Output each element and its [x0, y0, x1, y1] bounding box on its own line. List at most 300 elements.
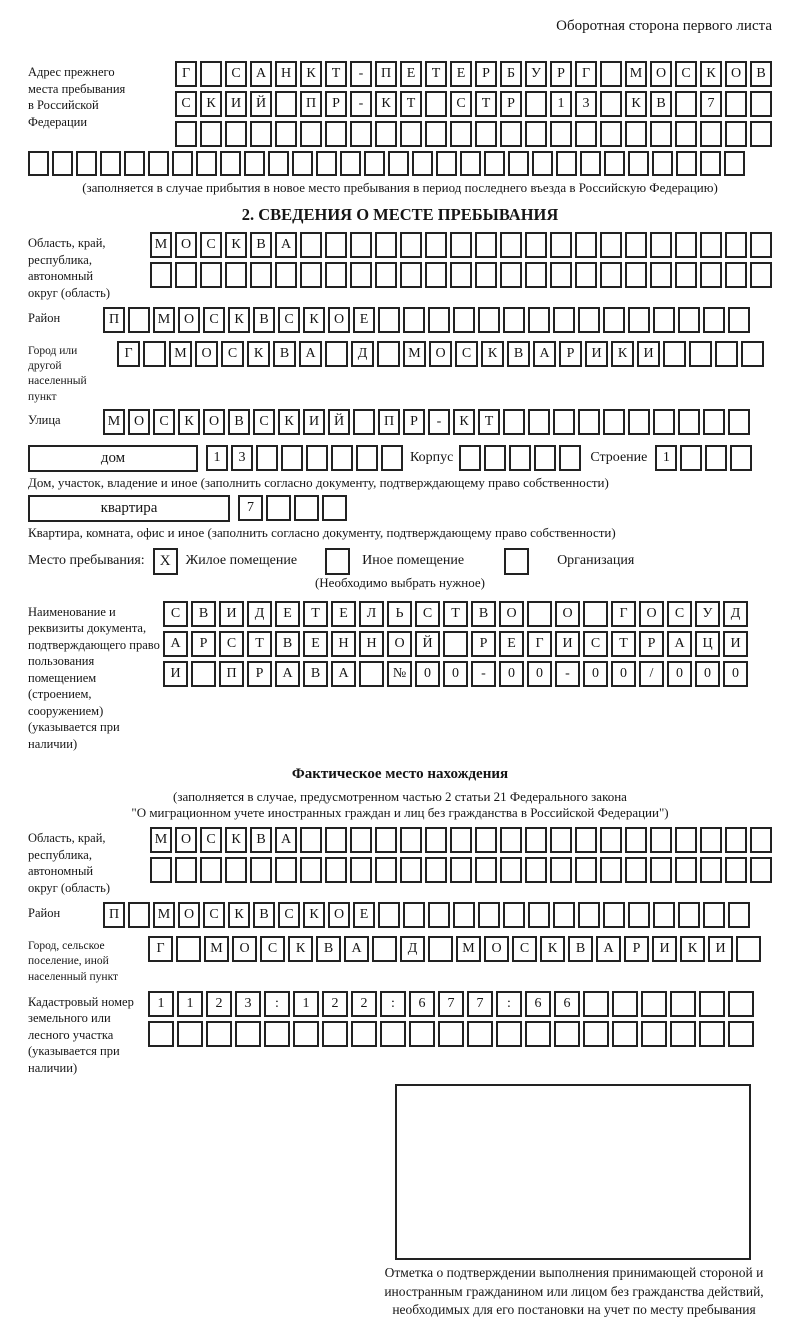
char-cell[interactable]: В [191, 601, 216, 627]
char-cell[interactable] [475, 827, 497, 853]
char-cell[interactable] [403, 902, 425, 928]
char-cell[interactable]: Р [550, 61, 572, 87]
char-cell[interactable]: И [219, 601, 244, 627]
char-cell[interactable] [377, 341, 400, 367]
char-cell[interactable] [128, 307, 150, 333]
char-cell[interactable]: С [163, 601, 188, 627]
char-cell[interactable] [322, 1021, 348, 1047]
char-cell[interactable] [400, 262, 422, 288]
char-cell[interactable]: 0 [499, 661, 524, 687]
char-cell[interactable] [553, 307, 575, 333]
char-cell[interactable] [578, 409, 600, 435]
char-cell[interactable] [550, 121, 572, 147]
char-cell[interactable] [475, 232, 497, 258]
char-cell[interactable]: П [219, 661, 244, 687]
char-cell[interactable]: В [650, 91, 672, 117]
char-cell[interactable] [700, 827, 722, 853]
char-cell[interactable] [553, 902, 575, 928]
char-cell[interactable] [428, 902, 450, 928]
char-cell[interactable]: П [103, 307, 125, 333]
char-cell[interactable] [52, 151, 73, 176]
char-cell[interactable] [575, 232, 597, 258]
char-cell[interactable]: 1 [206, 445, 228, 471]
char-cell[interactable] [612, 1021, 638, 1047]
char-cell[interactable]: Е [400, 61, 422, 87]
char-cell[interactable]: О [175, 827, 197, 853]
char-cell[interactable] [500, 857, 522, 883]
char-cell[interactable] [553, 409, 575, 435]
char-cell[interactable] [676, 151, 697, 176]
char-cell[interactable]: Г [117, 341, 140, 367]
char-cell[interactable] [275, 262, 297, 288]
char-cell[interactable]: К [225, 827, 247, 853]
char-cell[interactable] [670, 991, 696, 1017]
char-cell[interactable] [728, 307, 750, 333]
char-cell[interactable]: Т [443, 601, 468, 627]
char-cell[interactable]: Р [639, 631, 664, 657]
char-cell[interactable] [652, 151, 673, 176]
char-cell[interactable]: О [725, 61, 747, 87]
char-cell[interactable] [525, 121, 547, 147]
char-cell[interactable]: С [675, 61, 697, 87]
char-cell[interactable] [484, 151, 505, 176]
char-cell[interactable] [143, 341, 166, 367]
char-cell[interactable] [675, 232, 697, 258]
char-cell[interactable] [124, 151, 145, 176]
char-cell[interactable]: С [260, 936, 285, 962]
char-cell[interactable] [200, 857, 222, 883]
char-cell[interactable] [699, 991, 725, 1017]
char-cell[interactable] [700, 232, 722, 258]
char-cell[interactable]: О [328, 902, 350, 928]
char-cell[interactable] [650, 121, 672, 147]
char-cell[interactable] [575, 857, 597, 883]
char-cell[interactable] [148, 1021, 174, 1047]
char-cell[interactable] [425, 262, 447, 288]
char-cell[interactable] [256, 445, 278, 471]
char-cell[interactable] [325, 827, 347, 853]
char-cell[interactable] [443, 631, 468, 657]
char-cell[interactable] [650, 857, 672, 883]
char-cell[interactable] [675, 91, 697, 117]
char-cell[interactable] [292, 151, 313, 176]
char-cell[interactable] [375, 232, 397, 258]
char-cell[interactable] [578, 902, 600, 928]
char-cell[interactable]: Е [353, 902, 375, 928]
char-cell[interactable]: Г [527, 631, 552, 657]
char-cell[interactable]: П [300, 91, 322, 117]
char-cell[interactable] [351, 1021, 377, 1047]
char-cell[interactable]: И [652, 936, 677, 962]
char-cell[interactable]: В [250, 827, 272, 853]
char-cell[interactable]: И [708, 936, 733, 962]
char-cell[interactable] [612, 991, 638, 1017]
char-cell[interactable] [725, 91, 747, 117]
checkbox-zhiloe[interactable]: X [153, 548, 178, 575]
char-cell[interactable] [650, 262, 672, 288]
char-cell[interactable]: Р [500, 91, 522, 117]
char-cell[interactable]: Р [403, 409, 425, 435]
char-cell[interactable] [600, 121, 622, 147]
char-cell[interactable] [412, 151, 433, 176]
char-cell[interactable] [700, 151, 721, 176]
char-cell[interactable]: К [303, 902, 325, 928]
char-cell[interactable] [675, 857, 697, 883]
char-cell[interactable]: И [225, 91, 247, 117]
char-cell[interactable]: В [471, 601, 496, 627]
char-cell[interactable]: В [253, 902, 275, 928]
char-cell[interactable] [200, 61, 222, 87]
char-cell[interactable] [225, 857, 247, 883]
char-cell[interactable] [325, 121, 347, 147]
char-cell[interactable] [556, 151, 577, 176]
char-cell[interactable] [603, 409, 625, 435]
char-cell[interactable] [275, 91, 297, 117]
char-cell[interactable]: О [387, 631, 412, 657]
char-cell[interactable]: О [195, 341, 218, 367]
char-cell[interactable] [550, 262, 572, 288]
char-cell[interactable] [550, 857, 572, 883]
char-cell[interactable] [364, 151, 385, 176]
char-cell[interactable]: П [375, 61, 397, 87]
char-cell[interactable] [680, 445, 702, 471]
char-cell[interactable] [425, 827, 447, 853]
char-cell[interactable]: А [275, 827, 297, 853]
char-cell[interactable]: С [200, 232, 222, 258]
char-cell[interactable]: М [456, 936, 481, 962]
char-cell[interactable] [528, 409, 550, 435]
char-cell[interactable]: 0 [443, 661, 468, 687]
char-cell[interactable]: Е [450, 61, 472, 87]
char-cell[interactable]: К [453, 409, 475, 435]
char-cell[interactable] [300, 857, 322, 883]
char-cell[interactable] [625, 232, 647, 258]
char-cell[interactable] [453, 307, 475, 333]
char-cell[interactable] [375, 857, 397, 883]
char-cell[interactable]: Т [611, 631, 636, 657]
char-cell[interactable] [728, 1021, 754, 1047]
char-cell[interactable] [453, 902, 475, 928]
char-cell[interactable] [500, 121, 522, 147]
char-cell[interactable]: 1 [148, 991, 174, 1017]
char-cell[interactable] [670, 1021, 696, 1047]
char-cell[interactable]: С [253, 409, 275, 435]
char-cell[interactable]: С [153, 409, 175, 435]
char-cell[interactable] [356, 445, 378, 471]
char-cell[interactable]: Д [247, 601, 272, 627]
char-cell[interactable] [322, 495, 347, 521]
char-cell[interactable] [175, 857, 197, 883]
char-cell[interactable] [653, 307, 675, 333]
char-cell[interactable] [206, 1021, 232, 1047]
char-cell[interactable] [750, 91, 772, 117]
char-cell[interactable] [628, 151, 649, 176]
char-cell[interactable] [388, 151, 409, 176]
char-cell[interactable] [600, 232, 622, 258]
char-cell[interactable]: А [275, 661, 300, 687]
char-cell[interactable]: В [273, 341, 296, 367]
char-cell[interactable]: У [525, 61, 547, 87]
char-cell[interactable] [503, 307, 525, 333]
char-cell[interactable]: Т [478, 409, 500, 435]
char-cell[interactable] [475, 121, 497, 147]
char-cell[interactable] [268, 151, 289, 176]
char-cell[interactable] [459, 445, 481, 471]
char-cell[interactable]: У [695, 601, 720, 627]
char-cell[interactable] [220, 151, 241, 176]
char-cell[interactable]: 1 [550, 91, 572, 117]
char-cell[interactable]: О [555, 601, 580, 627]
char-cell[interactable]: 2 [351, 991, 377, 1017]
char-cell[interactable] [600, 857, 622, 883]
char-cell[interactable]: - [471, 661, 496, 687]
char-cell[interactable]: - [350, 61, 372, 87]
char-cell[interactable]: Ь [387, 601, 412, 627]
char-cell[interactable]: В [568, 936, 593, 962]
char-cell[interactable]: В [228, 409, 250, 435]
char-cell[interactable] [700, 857, 722, 883]
char-cell[interactable] [150, 857, 172, 883]
char-cell[interactable]: Н [275, 61, 297, 87]
char-cell[interactable] [403, 307, 425, 333]
char-cell[interactable] [678, 409, 700, 435]
char-cell[interactable] [325, 341, 348, 367]
char-cell[interactable] [525, 91, 547, 117]
char-cell[interactable] [428, 307, 450, 333]
char-cell[interactable] [725, 827, 747, 853]
char-cell[interactable]: П [103, 902, 125, 928]
char-cell[interactable]: И [585, 341, 608, 367]
char-cell[interactable]: Р [191, 631, 216, 657]
char-cell[interactable]: 2 [206, 991, 232, 1017]
char-cell[interactable]: - [555, 661, 580, 687]
char-cell[interactable]: Д [400, 936, 425, 962]
char-cell[interactable]: А [163, 631, 188, 657]
char-cell[interactable] [450, 827, 472, 853]
char-cell[interactable] [604, 151, 625, 176]
char-cell[interactable]: А [331, 661, 356, 687]
char-cell[interactable] [425, 857, 447, 883]
char-cell[interactable]: : [264, 991, 290, 1017]
char-cell[interactable] [264, 1021, 290, 1047]
char-cell[interactable] [641, 991, 667, 1017]
char-cell[interactable] [600, 262, 622, 288]
char-cell[interactable] [703, 409, 725, 435]
char-cell[interactable] [575, 121, 597, 147]
char-cell[interactable] [450, 857, 472, 883]
char-cell[interactable] [350, 232, 372, 258]
char-cell[interactable]: 6 [525, 991, 551, 1017]
char-cell[interactable] [534, 445, 556, 471]
char-cell[interactable]: 0 [695, 661, 720, 687]
char-cell[interactable] [528, 902, 550, 928]
char-cell[interactable]: Р [624, 936, 649, 962]
char-cell[interactable]: Ц [695, 631, 720, 657]
char-cell[interactable] [559, 445, 581, 471]
char-cell[interactable]: А [250, 61, 272, 87]
char-cell[interactable] [703, 307, 725, 333]
char-cell[interactable]: Р [325, 91, 347, 117]
char-cell[interactable]: В [275, 631, 300, 657]
char-cell[interactable] [525, 857, 547, 883]
char-cell[interactable] [550, 232, 572, 258]
char-cell[interactable]: О [484, 936, 509, 962]
char-cell[interactable] [728, 902, 750, 928]
char-cell[interactable] [300, 827, 322, 853]
char-cell[interactable]: Р [475, 61, 497, 87]
char-cell[interactable] [76, 151, 97, 176]
char-cell[interactable] [372, 936, 397, 962]
char-cell[interactable]: А [667, 631, 692, 657]
char-cell[interactable] [650, 232, 672, 258]
char-cell[interactable]: С [219, 631, 244, 657]
char-cell[interactable]: К [178, 409, 200, 435]
char-cell[interactable] [250, 857, 272, 883]
char-cell[interactable] [425, 121, 447, 147]
char-cell[interactable] [478, 902, 500, 928]
char-cell[interactable] [484, 445, 506, 471]
char-cell[interactable] [583, 601, 608, 627]
char-cell[interactable] [175, 262, 197, 288]
char-cell[interactable]: Т [400, 91, 422, 117]
char-cell[interactable]: 6 [554, 991, 580, 1017]
char-cell[interactable]: № [387, 661, 412, 687]
char-cell[interactable] [525, 232, 547, 258]
char-cell[interactable]: С [583, 631, 608, 657]
char-cell[interactable] [325, 857, 347, 883]
char-cell[interactable] [425, 91, 447, 117]
char-cell[interactable]: 6 [409, 991, 435, 1017]
char-cell[interactable]: Е [331, 601, 356, 627]
char-cell[interactable] [331, 445, 353, 471]
char-cell[interactable]: Г [611, 601, 636, 627]
char-cell[interactable] [603, 307, 625, 333]
char-cell[interactable]: 0 [723, 661, 748, 687]
char-cell[interactable] [527, 601, 552, 627]
char-cell[interactable] [509, 445, 531, 471]
char-cell[interactable] [525, 1021, 551, 1047]
char-cell[interactable] [600, 61, 622, 87]
char-cell[interactable]: М [204, 936, 229, 962]
char-cell[interactable] [699, 1021, 725, 1047]
char-cell[interactable] [750, 827, 772, 853]
char-cell[interactable] [583, 991, 609, 1017]
char-cell[interactable] [200, 262, 222, 288]
char-cell[interactable] [467, 1021, 493, 1047]
char-cell[interactable] [750, 262, 772, 288]
char-cell[interactable]: Б [500, 61, 522, 87]
char-cell[interactable]: К [680, 936, 705, 962]
char-cell[interactable]: А [299, 341, 322, 367]
char-cell[interactable]: Р [559, 341, 582, 367]
char-cell[interactable] [281, 445, 303, 471]
char-cell[interactable]: П [378, 409, 400, 435]
char-cell[interactable] [460, 151, 481, 176]
char-cell[interactable] [325, 262, 347, 288]
char-cell[interactable]: О [232, 936, 257, 962]
char-cell[interactable] [400, 827, 422, 853]
char-cell[interactable]: В [507, 341, 530, 367]
char-cell[interactable] [750, 857, 772, 883]
char-cell[interactable] [724, 151, 745, 176]
char-cell[interactable]: С [221, 341, 244, 367]
char-cell[interactable]: 1 [655, 445, 677, 471]
char-cell[interactable]: К [375, 91, 397, 117]
char-cell[interactable]: М [403, 341, 426, 367]
char-cell[interactable]: 0 [527, 661, 552, 687]
char-cell[interactable]: К [278, 409, 300, 435]
char-cell[interactable] [678, 307, 700, 333]
char-cell[interactable]: Е [303, 631, 328, 657]
char-cell[interactable] [400, 857, 422, 883]
char-cell[interactable] [375, 121, 397, 147]
char-cell[interactable] [554, 1021, 580, 1047]
char-cell[interactable]: Й [415, 631, 440, 657]
char-cell[interactable] [225, 121, 247, 147]
char-cell[interactable] [603, 902, 625, 928]
char-cell[interactable]: К [303, 307, 325, 333]
char-cell[interactable] [450, 232, 472, 258]
char-cell[interactable]: 1 [177, 991, 203, 1017]
char-cell[interactable] [150, 262, 172, 288]
char-cell[interactable]: Т [303, 601, 328, 627]
char-cell[interactable]: : [380, 991, 406, 1017]
char-cell[interactable]: 0 [415, 661, 440, 687]
char-cell[interactable]: С [203, 902, 225, 928]
char-cell[interactable]: Н [331, 631, 356, 657]
char-cell[interactable] [325, 232, 347, 258]
char-cell[interactable] [175, 121, 197, 147]
char-cell[interactable] [500, 232, 522, 258]
char-cell[interactable]: И [555, 631, 580, 657]
char-cell[interactable] [736, 936, 761, 962]
char-cell[interactable]: О [499, 601, 524, 627]
char-cell[interactable] [340, 151, 361, 176]
char-cell[interactable] [628, 409, 650, 435]
char-cell[interactable] [200, 121, 222, 147]
char-cell[interactable]: И [163, 661, 188, 687]
char-cell[interactable]: К [481, 341, 504, 367]
char-cell[interactable]: К [247, 341, 270, 367]
char-cell[interactable] [625, 121, 647, 147]
char-cell[interactable]: Д [723, 601, 748, 627]
char-cell[interactable] [350, 857, 372, 883]
char-cell[interactable] [700, 262, 722, 288]
char-cell[interactable]: М [153, 902, 175, 928]
char-cell[interactable]: К [540, 936, 565, 962]
char-cell[interactable]: О [178, 902, 200, 928]
char-cell[interactable] [725, 121, 747, 147]
char-cell[interactable] [741, 341, 764, 367]
char-cell[interactable] [381, 445, 403, 471]
char-cell[interactable] [550, 827, 572, 853]
char-cell[interactable]: И [303, 409, 325, 435]
char-cell[interactable] [700, 121, 722, 147]
char-cell[interactable]: О [639, 601, 664, 627]
checkbox-organizaciya[interactable] [504, 548, 529, 575]
char-cell[interactable] [244, 151, 265, 176]
char-cell[interactable]: Й [250, 91, 272, 117]
char-cell[interactable]: 2 [322, 991, 348, 1017]
char-cell[interactable] [628, 902, 650, 928]
char-cell[interactable]: О [178, 307, 200, 333]
char-cell[interactable] [625, 262, 647, 288]
char-cell[interactable] [28, 151, 49, 176]
char-cell[interactable] [176, 936, 201, 962]
char-cell[interactable]: И [723, 631, 748, 657]
char-cell[interactable]: К [228, 902, 250, 928]
char-cell[interactable] [316, 151, 337, 176]
